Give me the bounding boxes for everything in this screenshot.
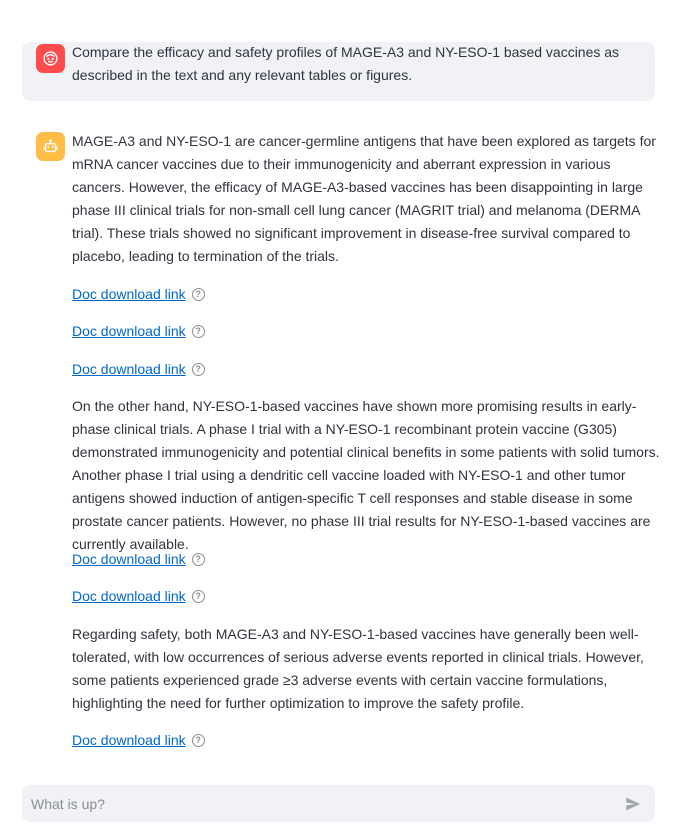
- question-circle-icon[interactable]: ?: [192, 325, 205, 338]
- assistant-paragraph-3: Regarding safety, both MAGE-A3 and NY-ESO-1-based vaccines have generally been well-tolerated, with low occurrences of serious adverse events reported in clinical trials. However, some patients experienced grade ≥3 adverse events with certain vaccine formulations, highlighting the need for further optimization to improve the safety profile.: [72, 626, 644, 711]
- assistant-avatar: [36, 132, 65, 161]
- doc-link-row: [72, 284, 205, 304]
- question-circle-icon[interactable]: ?: [192, 553, 205, 566]
- chat-input-bar: [22, 785, 655, 822]
- doc-link-row: [72, 549, 205, 569]
- doc-link-row: [72, 359, 205, 379]
- chat-input[interactable]: [31, 796, 621, 812]
- assistant-paragraph-1: MAGE-A3 and NY-ESO-1 are cancer-germline antigens that have been explored as targets for mRNA cancer vaccines due to their immunogenicity and aberrant expression in various cancers. However, the efficacy of MAGE-A3-based vaccines has been disappointing in large phase III clinical trials for non-small cell lung cancer (MAGRIT trial) and melanoma (DERMA trial). These trials showed no significant improvement in disease-free survival compared to placebo, leading to termination of the trials.: [72, 133, 656, 264]
- assistant-paragraph-2: On the other hand, NY-ESO-1-based vaccines have shown more promising results in early-phase clinical trials. A phase I trial with a NY-ESO-1 recombinant protein vaccine (G305) demonstrated immunogenicity and potential clinical benefits in some patients with solid tumors. Another phase I trial using a dendritic cell vaccine loaded with NY-ESO-1 and other tumor antigens showed induction of antigen-specific T cell responses and stable disease in some prostate cancer patients. However, no phase III trial results for NY-ESO-1-based vaccines are currently available.: [72, 398, 660, 552]
- doc-download-link[interactable]: Doc download link: [72, 286, 186, 302]
- doc-download-link[interactable]: Doc download link: [72, 588, 186, 604]
- send-icon: [624, 795, 642, 813]
- question-circle-icon[interactable]: ?: [192, 288, 205, 301]
- doc-download-link[interactable]: Doc download link: [72, 551, 186, 567]
- doc-download-link[interactable]: Doc download link: [72, 732, 186, 748]
- question-circle-icon[interactable]: ?: [192, 590, 205, 603]
- user-message-text: Compare the efficacy and safety profiles of MAGE-A3 and NY-ESO-1 based vaccines as described in the text and any relevant tables or figures.: [72, 44, 620, 83]
- doc-link-row: [72, 730, 205, 750]
- user-avatar: [36, 44, 65, 73]
- robot-icon: [42, 138, 59, 155]
- send-button[interactable]: [621, 792, 645, 816]
- question-circle-icon[interactable]: ?: [192, 734, 205, 747]
- doc-download-link[interactable]: Doc download link: [72, 361, 186, 377]
- user-face-icon: [42, 50, 59, 67]
- question-circle-icon[interactable]: ?: [192, 363, 205, 376]
- doc-link-row: [72, 586, 205, 606]
- doc-link-row: [72, 321, 205, 341]
- doc-download-link[interactable]: Doc download link: [72, 323, 186, 339]
